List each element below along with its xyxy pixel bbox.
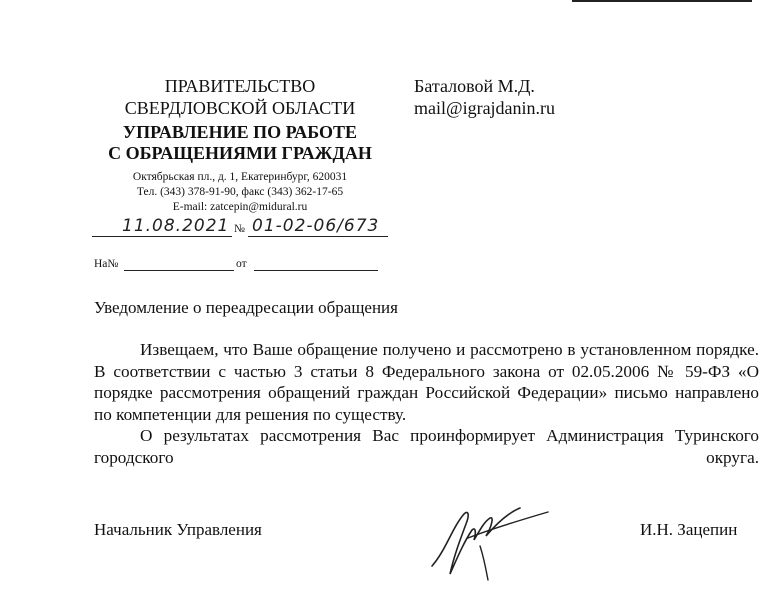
ot-label: от — [236, 258, 247, 270]
subject-line: Уведомление о переадресации обращения — [94, 298, 398, 317]
letterhead-department — [100, 122, 380, 164]
phone-line: Тел. (343) 378-91-90, факс (343) 362-17-65 — [136, 186, 344, 198]
reply-reference-line — [94, 258, 394, 274]
registration-line — [92, 214, 392, 240]
date-underline — [92, 236, 232, 237]
gov-line-2: СВЕРДЛОВСКОЙ ОБЛАСТИ — [124, 98, 356, 118]
gov-line-1: ПРАВИТЕЛЬСТВО — [164, 76, 316, 96]
body-paragraph-2: О результатах рассмотрения Вас проинформирует Администрация Туринского городского округа. — [94, 426, 759, 467]
dept-line-2: С ОБРАЩЕНИЯМИ ГРАЖДАН — [108, 143, 372, 163]
recipient-name: Баталовой М.Д. — [414, 76, 535, 96]
registration-date: 11.08.2021 — [122, 216, 230, 236]
number-underline — [248, 236, 388, 237]
signatory-title: Начальник Управления — [94, 520, 262, 539]
ot-underline — [254, 270, 378, 271]
na-label: На№ — [94, 258, 119, 270]
top-edge-line — [572, 0, 752, 2]
letter-body — [94, 339, 759, 468]
signatory-name: И.Н. Зацепин — [640, 520, 738, 539]
recipient-block — [414, 75, 555, 119]
recipient-email: mail@igrajdanin.ru — [414, 98, 556, 118]
letterhead-contacts — [100, 170, 380, 215]
na-underline — [124, 270, 234, 271]
address-line: Октябрьская пл., д. 1, Екатеринбург, 620031 — [132, 171, 348, 183]
email-line: E-mail: zatcepin@midural.ru — [172, 201, 308, 213]
dept-line-1: УПРАВЛЕНИЕ ПО РАБОТЕ — [122, 122, 358, 142]
body-paragraph-1: Извещаем, что Ваше обращение получено и рассмотрено в установленном порядке. В соответствии с частью 3 статьи 8 Федерального закона от 02.05.2006 № 59-ФЗ «О порядке рассмотрения обращений граждан Российской Федерации» письмо направлено по компетенции для решения по существу. — [94, 340, 759, 424]
handwritten-signature — [424, 500, 554, 582]
letterhead-government — [100, 75, 380, 119]
registration-number: 01-02-06/673 — [252, 216, 380, 236]
number-label: № — [234, 223, 245, 235]
